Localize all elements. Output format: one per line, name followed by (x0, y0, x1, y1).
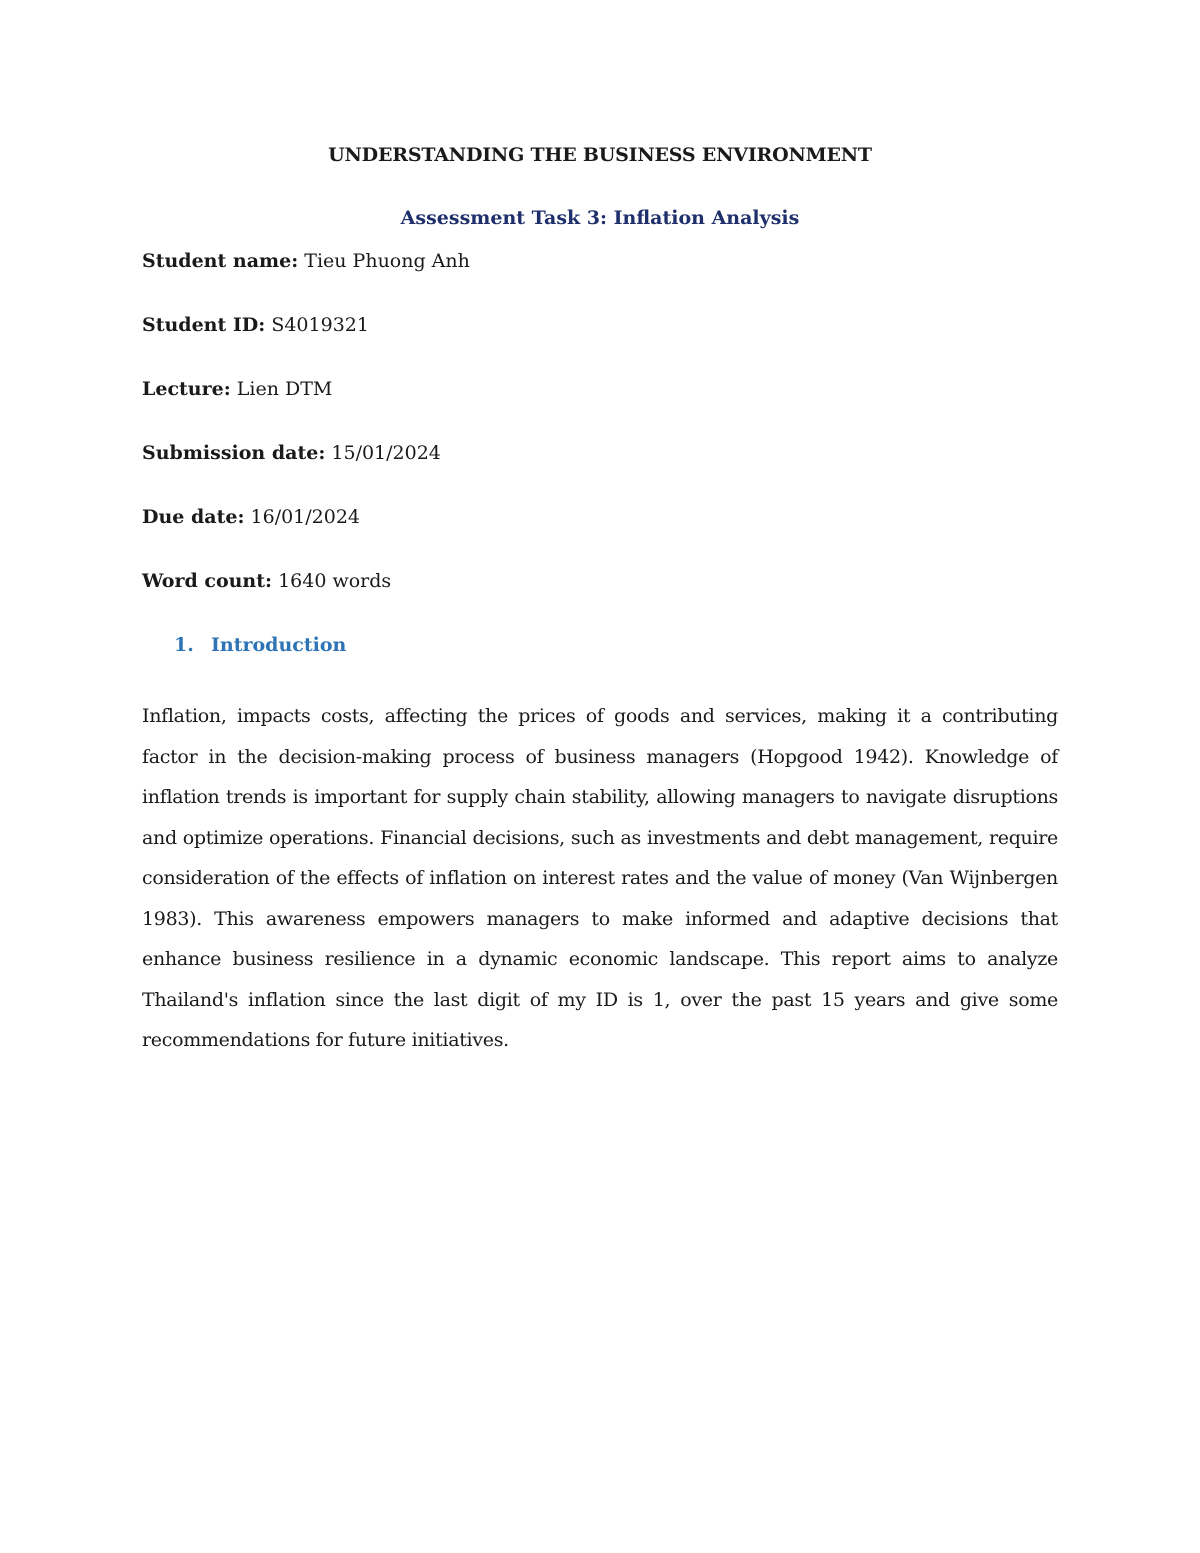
submission-date-label: Submission date: (142, 442, 326, 464)
document-subtitle: Assessment Task 3: Inflation Analysis (400, 207, 800, 229)
student-id-line (142, 313, 369, 337)
student-name-label: Student name: (142, 250, 299, 272)
lecture-line (142, 377, 332, 401)
section-number: 1. (174, 634, 194, 656)
word-count-label: Word count: (142, 570, 273, 592)
due-date-value: 16/01/2024 (250, 506, 361, 528)
due-date-label: Due date: (142, 506, 245, 528)
lecture-value: Lien DTM (236, 378, 333, 400)
word-count-line (142, 569, 391, 593)
word-count-value: 1640 words (278, 570, 392, 592)
lecture-label: Lecture: (142, 378, 231, 400)
due-date-line (142, 505, 360, 529)
section-heading (174, 634, 346, 656)
submission-date-line (142, 441, 441, 465)
section-heading-text: Introduction (211, 634, 347, 656)
student-id-label: Student ID: (142, 314, 266, 336)
student-name-line (142, 249, 470, 273)
student-id-value: S4019321 (271, 314, 369, 336)
submission-date-value: 15/01/2024 (331, 442, 441, 464)
document-title: UNDERSTANDING THE BUSINESS ENVIRONMENT (328, 144, 872, 166)
student-name-value: Tieu Phuong Anh (304, 250, 470, 272)
introduction-paragraph: Inflation, impacts costs, affecting the prices of goods and services, making it a contributing factor in the decision-making process of business managers (Hopgood 1942). Knowledge of inflation trends is important for supply chain stability, allowing managers to navigate disruptions and optimize operations. Financial decisions, such as investments and debt management, require consideration of the effects of inflation on interest rates and the value of money (Van Wijnbergen 1983). This awareness empowers managers to make informed and adaptive decisions that enhance business resilience in a dynamic economic landscape. This report aims to analyze Thailand's inflation since the last digit of my ID is 1, over the past 15 years and give some recommendations for future initiatives. (142, 705, 1058, 1051)
